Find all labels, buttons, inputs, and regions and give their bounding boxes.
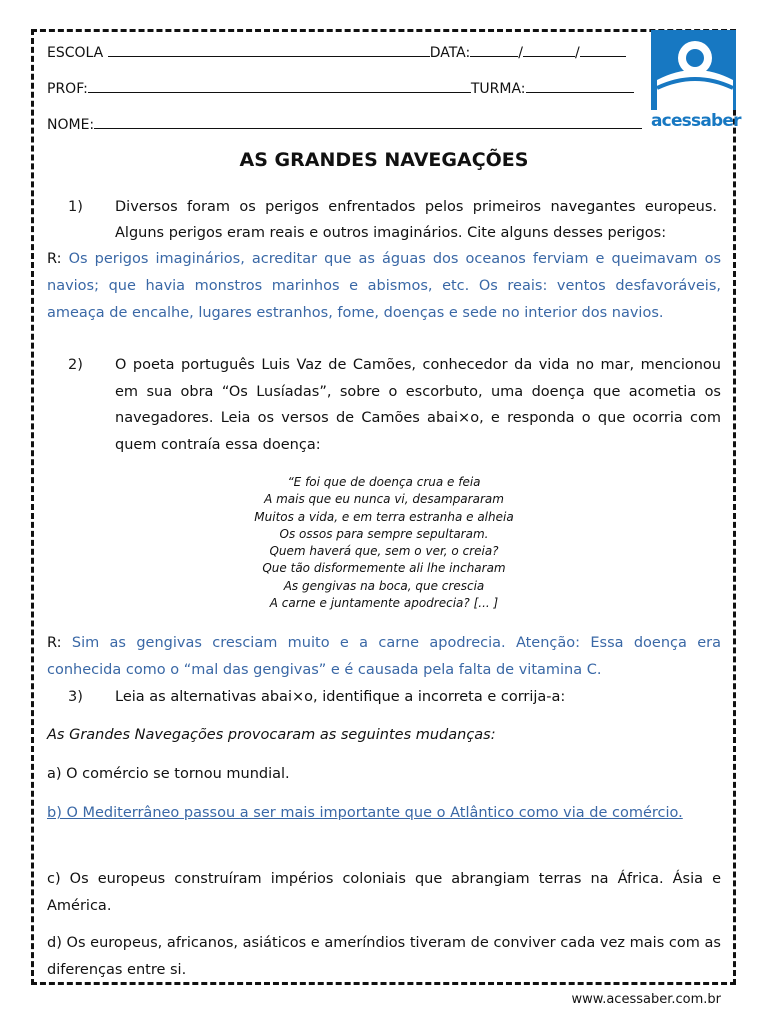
prof-label: PROF: — [47, 81, 88, 97]
escola-line — [47, 44, 626, 62]
q2-text: O poeta português Luis Vaz de Camões, conhecedor da vida no mar, mencionou em sua obra “Os Lusíadas”, sobre o escorbuto, uma doença que acometia os navegadores. Leia os versos de Camões abai×o, e responda o que ocorria com quem contraía essa doença: — [115, 357, 721, 453]
answer-label: R: — [47, 251, 62, 267]
prof-line — [47, 80, 634, 98]
nome-label: NOME: — [47, 117, 95, 133]
prof-field[interactable] — [88, 80, 471, 93]
poem-line: As gengivas na boca, que crescia — [283, 578, 485, 593]
poem-line: Quem haverá que, sem o ver, o creia? — [269, 544, 499, 559]
logo-text: acessaber — [651, 111, 741, 131]
turma-label: TURMA: — [470, 81, 526, 97]
q3-text: Leia as alternativas abai×o, identifique a incorreta e corrija-a: — [115, 689, 566, 705]
poem-line: A carne e juntamente apodrecia? [... ] — [269, 596, 499, 611]
logo-mark-icon — [651, 30, 736, 110]
date-separator: / — [518, 45, 523, 61]
options-intro: As Grandes Navegações provocaram as seguintes mudanças: — [47, 727, 496, 743]
option-b: b) O Mediterrâneo passou a ser mais importante que o Atlântico como via de comércio. — [47, 805, 683, 821]
footer-url[interactable]: www.acessaber.com.br — [571, 992, 721, 1007]
date-separator: / — [574, 45, 580, 61]
answer-2-text: Sim as gengivas cresciam muito e a carne apodrecia. Atenção: Essa doença era conhecida como o “mal das gengivas” e é causada pela falta de vitamina C. — [47, 635, 721, 678]
camoes-poem — [0, 474, 768, 612]
escola-label: ESCOLA — [47, 45, 104, 61]
poem-line: Que tão disformemente ali lhe incharam — [262, 561, 506, 576]
poem-line: Muitos a vida, e em terra estranha e alheia — [254, 509, 514, 524]
page-title: AS GRANDES NAVEGAÇÕES — [239, 149, 529, 171]
answer-1 — [47, 246, 721, 327]
date-day-field[interactable] — [470, 44, 518, 57]
q1-line2: Alguns perigos eram reais e outros imaginários. Cite alguns desses perigos: — [115, 225, 667, 241]
q1-number: 1) — [68, 199, 83, 215]
answer-2 — [47, 630, 721, 684]
acessaber-logo — [651, 30, 741, 132]
option-d: d) Os europeus, africanos, asiáticos e ameríndios tiveram de conviver cada vez mais com as diferenças entre si. — [47, 935, 721, 978]
option-c: c) Os europeus construíram impérios coloniais que abrangiam terras na África. Ásia e América. — [47, 871, 721, 914]
nome-field[interactable] — [94, 116, 642, 129]
answer-label: R: — [47, 635, 62, 651]
date-month-field[interactable] — [523, 44, 575, 57]
date-year-field[interactable] — [580, 44, 626, 57]
option-a: a) O comércio se tornou mundial. — [47, 766, 290, 782]
q3-number: 3) — [68, 689, 83, 705]
poem-line: Os ossos para sempre sepultaram. — [279, 526, 489, 541]
escola-field[interactable] — [108, 44, 430, 57]
q1-line1: Diversos foram os perigos enfrentados pelos primeiros navegantes europeus. — [115, 199, 717, 215]
data-label: DATA: — [429, 45, 471, 61]
turma-field[interactable] — [526, 80, 634, 93]
poem-line: “E foi que de doença crua e feia — [287, 475, 481, 489]
answer-1-text: Os perigos imaginários, acreditar que as águas dos oceanos ferviam e queimavam os navios; que havia monstros marinhos e abismos, etc. Os reais: ventos desfavoráveis, ameaça de encalhe, lugares estranhos, fome, doenças e sede no interior dos navios. — [47, 251, 721, 321]
nome-line — [47, 116, 642, 134]
poem-line: A mais que eu nunca vi, desampararam — [264, 492, 504, 507]
q2-number: 2) — [68, 357, 83, 373]
